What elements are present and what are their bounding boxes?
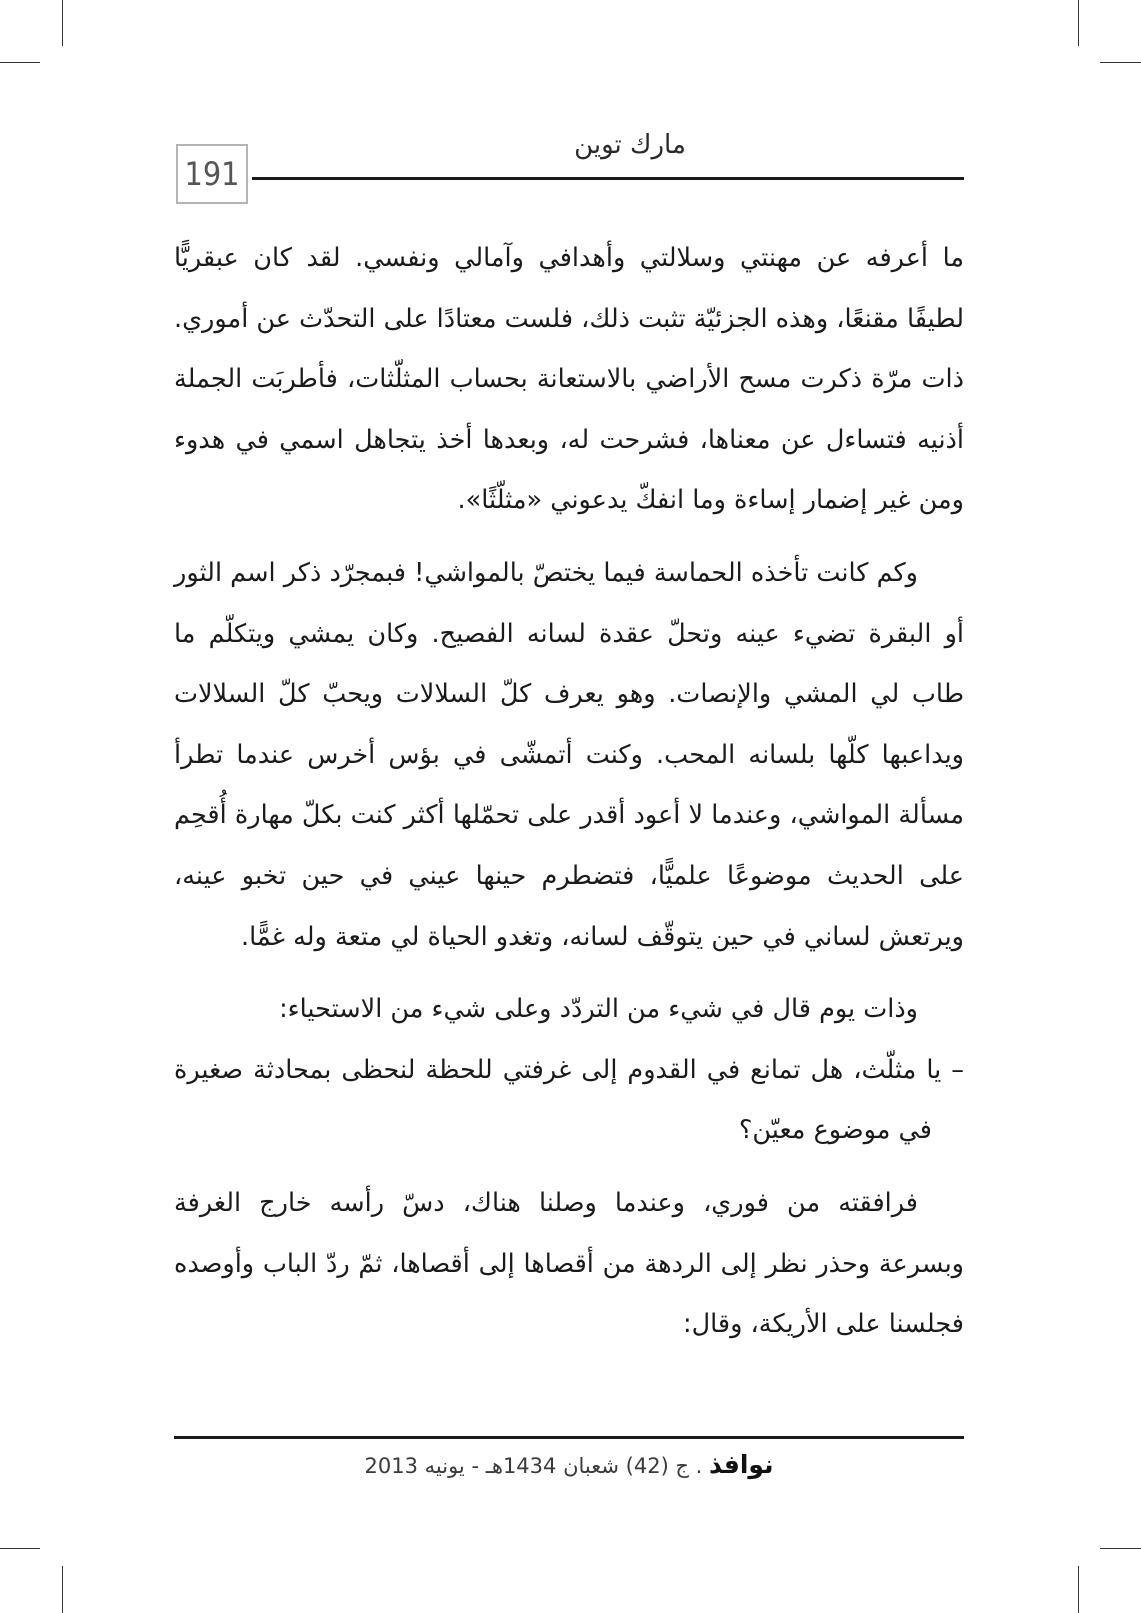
crop-mark bbox=[1078, 1566, 1079, 1613]
body-text bbox=[174, 228, 964, 1355]
paragraph: وكم كانت تأخذه الحماسة فيما يختصّ بالمواشي! فبمجرّد ذكر اسم الثور أو البقرة تضيء عينه وتحلّ عقدة لسانه الفصيح. وكان يمشي ويتكلّم ما طاب لي المشي والإنصات. وهو يعرف كلّ السلالات ويحبّ كلّ السلالات ويداعبها كلّها بلسانه المحب. وكنت أتمشّى في بؤس أخرس عندما تطرأ مسألة المواشي، وعندما لا أعود أقدر على تحمّلها أكثر كنت بكلّ مهارة أُقحِم على الحديث موضوعًا علميًّا، فتضطرم حينها عيني في حين تخبو عينه، ويرتعش لساني في حين يتوقّف لسانه، وتغدو الحياة لي متعة وله غمًّا. bbox=[174, 557, 964, 952]
crop-mark bbox=[0, 62, 40, 63]
paragraph: ما أعرفه عن مهنتي وسلالتي وأهدافي وآمالي ونفسي. لقد كان عبقريًّا لطيفًا مقنعًا، وهذه الجزئيّة تثبت ذلك، فلست معتادًا على التحدّث عن أموري. ذات مرّة ذكرت مسح الأراضي بالاستعانة بحساب المثلّثات، فأطربَت الجملة أذنيه فتساءل عن معناها، فشرحت له، وبعدها أخذ يتجاهل اسمي في هدوء ومن غير إضمار إساءة وما انفكّ يدعوني «مثلّثًا». bbox=[173, 243, 964, 516]
paragraph: فرافقته من فوري، وعندما وصلنا هناك، دسّ رأسه خارج الغرفة وبسرعة وحذر نظر إلى الردهة من أقصاها إلى أقصاها، ثمّ ردّ الباب وأوصده فجلسنا على الأريكة، وقال: bbox=[174, 1187, 964, 1340]
paragraph: وذات يوم قال في شيء من التردّد وعلى شيء من الاستحياء: bbox=[279, 994, 918, 1025]
header-rule bbox=[252, 177, 964, 180]
crop-mark bbox=[0, 1548, 40, 1549]
crop-mark bbox=[1100, 62, 1141, 63]
crop-mark bbox=[1100, 1548, 1141, 1549]
footer-rule bbox=[174, 1436, 964, 1439]
crop-mark bbox=[1078, 0, 1079, 46]
crop-mark bbox=[62, 0, 63, 46]
running-header-title: مارك توين bbox=[574, 130, 686, 160]
journal-logo: نوافذ bbox=[709, 1450, 774, 1479]
dialogue-line: – يا مثلّث، هل تمانع في القدوم إلى غرفتي للحظة لنحظى بمحادثة صغيرة في موضوع معيّن؟ bbox=[174, 1054, 964, 1146]
footer bbox=[174, 1450, 964, 1479]
crop-mark bbox=[62, 1566, 63, 1613]
page-number: 191 bbox=[176, 144, 248, 204]
issue-info: . ج (42) شعبان 1434هـ - يونيه 2013 bbox=[364, 1454, 703, 1478]
